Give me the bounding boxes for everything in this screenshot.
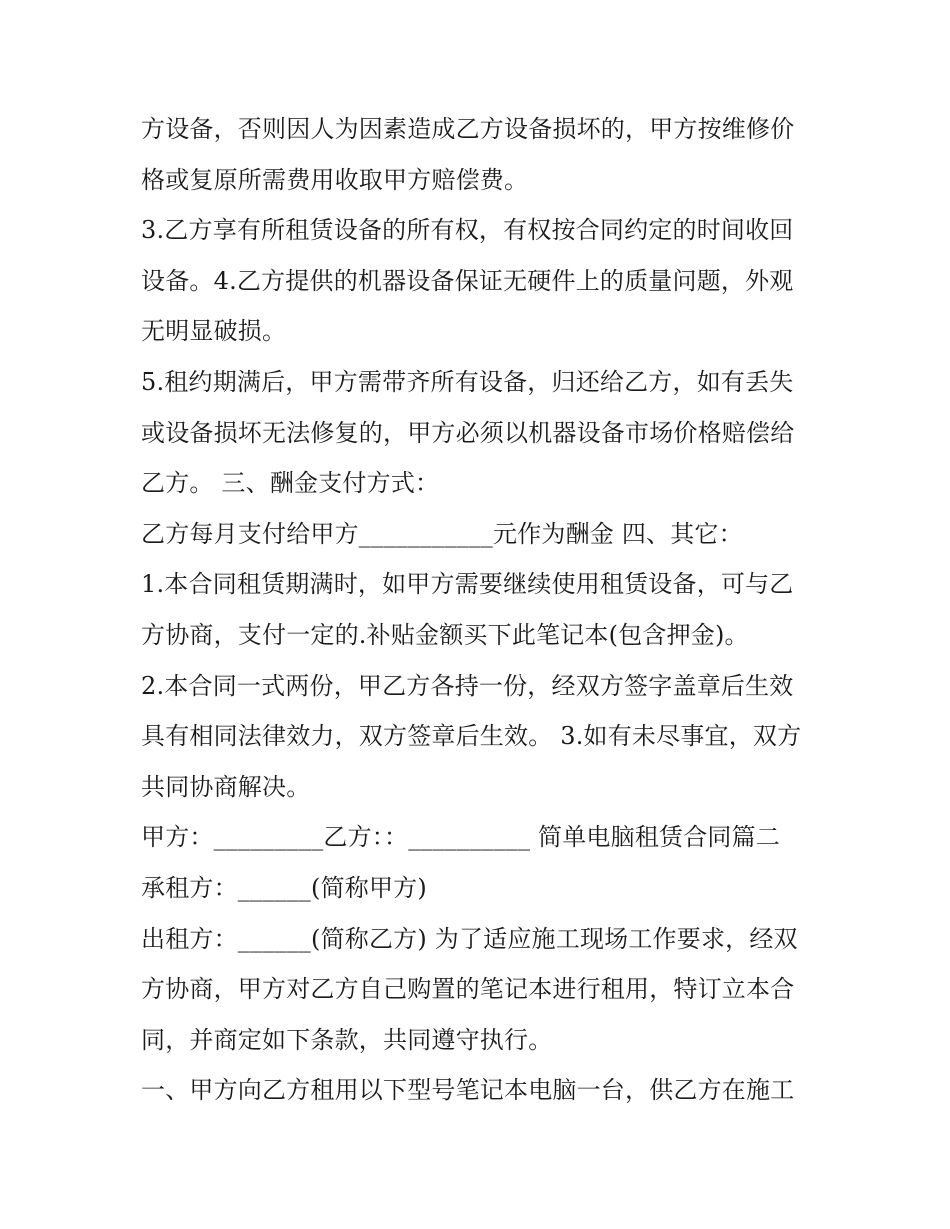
text-line: 共同协商解决。	[141, 772, 311, 801]
text-line: 或设备损坏无法修复的，甲方必须以机器设备市场价格赔偿给	[141, 418, 795, 447]
text-line: 出租方：______(简称乙方) 为了适应施工现场工作要求，经双	[141, 924, 798, 953]
text-line: 格或复原所需费用收取甲方赔偿费。	[141, 165, 529, 194]
text-line: 乙方每月支付给甲方___________元作为酬金 四、其它：	[141, 519, 743, 548]
text-line: 承租方：______(简称甲方)	[141, 873, 427, 902]
text-line: 5.租约期满后，甲方需带齐所有设备，归还给乙方，如有丢失	[141, 367, 794, 396]
text-line: 无明显破损。	[141, 317, 287, 346]
text-line: 1.本合同租赁期满时，如甲方需要继续使用租赁设备，可与乙	[141, 570, 794, 599]
text-line: 方协商，甲方对乙方自己购置的笔记本进行租用，特订立本合	[141, 975, 795, 1004]
text-line: 一、甲方向乙方租用以下型号笔记本电脑一台，供乙方在施工	[141, 1076, 795, 1105]
contract-text-body	[141, 104, 816, 1116]
text-line: 乙方。 三、酬金支付方式：	[141, 469, 440, 498]
text-line: 方协商，支付一定的.补贴金额买下此笔记本(包含押金)。	[141, 620, 749, 649]
text-line: 同，并商定如下条款，共同遵守执行。	[141, 1025, 553, 1054]
text-line: 方设备，否则因人为因素造成乙方设备损坏的，甲方按维修价	[141, 115, 795, 143]
text-line: 甲方：_________乙方：：__________ 简单电脑租赁合同篇二	[141, 823, 781, 852]
text-line: 3.乙方享有所租赁设备的所有权，有权按合同约定的时间收回	[141, 216, 794, 245]
text-line: 设备。4.乙方提供的机器设备保证无硬件上的质量问题，外观	[141, 266, 794, 295]
text-line: 具有相同法律效力，双方签章后生效。 3.如有未尽事宜，双方	[141, 722, 802, 751]
text-line: 2.本合同一式两份，甲乙方各持一份，经双方签字盖章后生效	[141, 671, 794, 700]
